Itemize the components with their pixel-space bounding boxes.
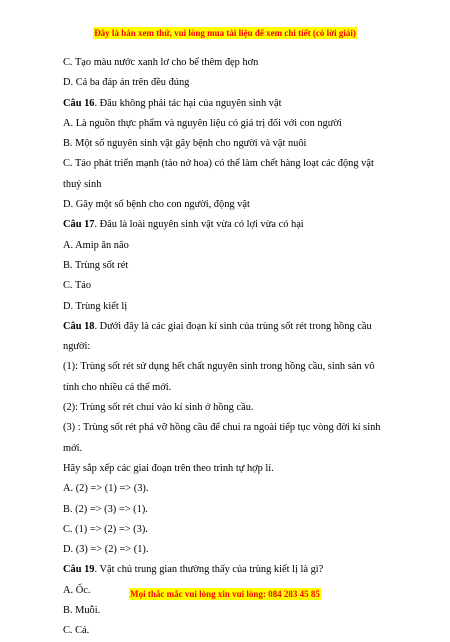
document-body	[63, 53, 403, 642]
line-text: . Dưới đây là các giai đoạn kí sinh của trùng sốt rét trong hồng cầu	[94, 320, 372, 332]
question-line	[63, 560, 403, 580]
text-line	[63, 297, 403, 317]
text-line	[63, 175, 403, 195]
contact-footer-banner: Mọi thắc mắc vui lòng xin vui lòng: 084 283 45 85	[130, 589, 320, 599]
line-text: tính cho nhiều cá thể mới.	[63, 381, 172, 393]
text-line	[63, 398, 403, 418]
line-text: A. Amip ăn não	[63, 239, 129, 251]
line-text: B. Một số nguyên sinh vật gây bệnh cho người và vật nuôi	[63, 138, 307, 150]
line-text: B. (2) => (3) => (1).	[63, 503, 148, 515]
text-line	[63, 53, 403, 73]
line-text: mới.	[63, 442, 83, 454]
line-text: C. (1) => (2) => (3).	[63, 523, 148, 535]
line-text: C. Tảo	[63, 280, 92, 292]
line-text: D. (3) => (2) => (1).	[63, 544, 149, 556]
text-line	[63, 357, 403, 377]
text-line	[63, 459, 403, 479]
text-line	[63, 337, 403, 357]
text-line	[63, 540, 403, 560]
text-line	[63, 276, 403, 296]
text-line	[63, 134, 403, 154]
text-line	[63, 378, 403, 398]
question-line	[63, 94, 403, 114]
line-text: A. Là nguồn thực phẩm và nguyên liệu có giá trị đối với con người	[63, 117, 342, 129]
question-line	[63, 317, 403, 337]
text-line	[63, 479, 403, 499]
line-text: (2): Trùng sốt rét chui vào kí sinh ở hồng cầu.	[63, 402, 254, 414]
line-text: Hãy sắp xếp các giai đoạn trên theo trình tự hợp lí.	[63, 462, 274, 474]
text-line	[63, 154, 403, 174]
preview-notice-banner: Đây là bản xem thử, vui lòng mua tài liệu để xem chi tiết (có lời giải)	[94, 28, 356, 38]
question-line	[63, 215, 403, 235]
line-text: B. Muỗi.	[63, 605, 101, 617]
text-line	[63, 256, 403, 276]
line-text: (3) : Trùng sốt rét phá vỡ hồng cầu để chui ra ngoài tiếp tục vòng đời kí sinh	[63, 422, 381, 434]
line-text: . Đâu không phải tác hại của nguyên sinh vật	[94, 97, 282, 109]
line-text: D. Gây một số bệnh cho con người, động vật	[63, 199, 250, 211]
text-line	[63, 520, 403, 540]
line-text: . Vật chủ trung gian thường thấy của trùng kiết lị là gì?	[94, 564, 324, 576]
line-text: A. Ốc.	[63, 584, 91, 596]
text-line	[63, 236, 403, 256]
line-text: thuỷ sinh	[63, 178, 102, 190]
text-line	[63, 418, 403, 438]
line-text: C. Tảo phát triển mạnh (tảo nở hoa) có thể làm chết hàng loạt các động vật	[63, 158, 374, 170]
text-line	[63, 601, 403, 621]
line-text: C. Cá.	[63, 625, 90, 637]
text-line	[63, 621, 403, 641]
line-text: người:	[63, 341, 91, 353]
text-line	[63, 500, 403, 520]
line-text: B. Trùng sốt rét	[63, 259, 129, 271]
line-text: D. Cả ba đáp án trên đều đúng	[63, 77, 190, 89]
text-line	[63, 195, 403, 215]
question-number: Câu 18	[63, 320, 95, 332]
line-text: D. Trùng kiết lị	[63, 300, 128, 312]
line-text: A. (2) => (1) => (3).	[63, 483, 149, 495]
text-line	[63, 439, 403, 459]
line-text: (1): Trùng sốt rét sử dụng hết chất nguyên sinh trong hồng cầu, sinh sản vô	[63, 361, 375, 373]
text-line	[63, 73, 403, 93]
text-line	[63, 114, 403, 134]
line-text: . Đâu là loài nguyên sinh vật vừa có lợi vừa có hại	[94, 219, 304, 231]
question-number: Câu 19	[63, 564, 95, 576]
question-number: Câu 17	[63, 219, 95, 231]
line-text: C. Tạo màu nước xanh lơ cho bể thêm đẹp hơn	[63, 57, 259, 68]
question-number: Câu 16	[63, 97, 95, 109]
